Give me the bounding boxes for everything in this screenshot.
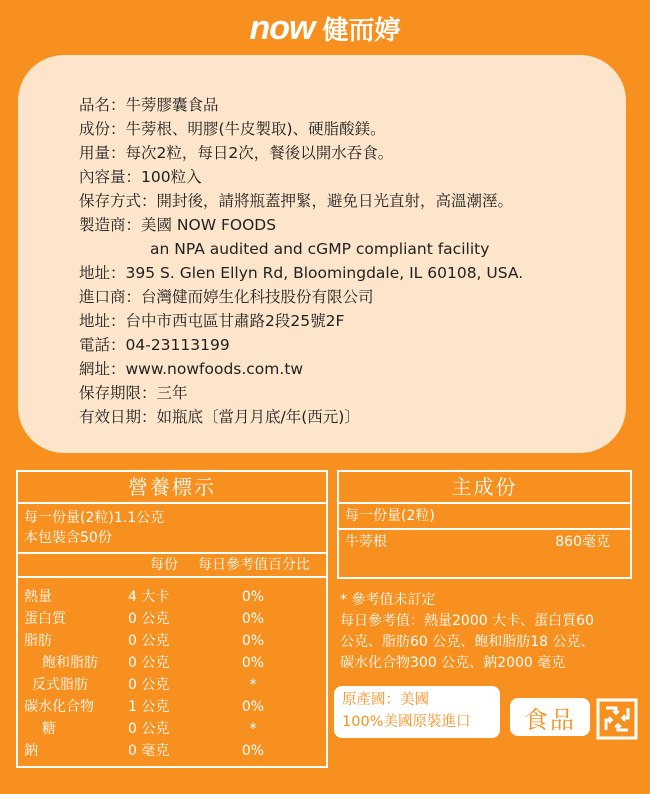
nutrition-serving bbox=[18, 504, 326, 554]
info-line-content: 內容量：100粒入 bbox=[79, 168, 202, 186]
info-line-name: 品名：牛蒡膠囊食品 bbox=[79, 96, 219, 114]
info-line-expiry: 有效日期：如瓶底〔當月月底/年(西元)〕 bbox=[79, 408, 360, 426]
nutrient-pct: 0% bbox=[241, 699, 265, 715]
ingredient-amount: 860毫克 bbox=[555, 534, 610, 550]
nutrition-title: 營養標示 bbox=[18, 472, 326, 504]
nutrition-row bbox=[18, 740, 326, 762]
info-line-phone: 電話：04-23113199 bbox=[79, 336, 230, 354]
nutrient-value: 0 公克 bbox=[128, 611, 170, 627]
nutrient-name: 脂肪 bbox=[24, 633, 52, 649]
nutrient-pct: 0% bbox=[241, 633, 265, 649]
info-line-facility: an NPA audited and cGMP compliant facility bbox=[150, 240, 490, 258]
nutrient-name: 碳水化合物 bbox=[24, 699, 94, 715]
nutrient-name: 鈉 bbox=[24, 743, 38, 759]
product-info bbox=[79, 93, 523, 429]
info-line-manufacturer: 製造商：美國 NOW FOODS bbox=[79, 216, 277, 234]
nutrient-name: 蛋白質 bbox=[24, 611, 66, 627]
now-logo: now bbox=[249, 8, 315, 47]
nutrient-value: 1 公克 bbox=[128, 699, 170, 715]
nutrition-table bbox=[16, 470, 328, 768]
nutrient-name: 反式脂肪 bbox=[32, 677, 88, 693]
ingredients-title: 主成份 bbox=[339, 472, 630, 504]
nutrition-row bbox=[18, 696, 326, 718]
ingredients-table bbox=[337, 470, 632, 579]
nutrition-row bbox=[18, 608, 326, 630]
note-line: 每日參考值：熱量2000 大卡、蛋白質60 bbox=[340, 613, 594, 629]
info-line-address-us: 地址：395 S. Glen Ellyn Rd, Bloomingdale, IL 60108, USA. bbox=[79, 264, 524, 282]
nutrient-value: 0 公克 bbox=[128, 633, 170, 649]
nutrient-name: 熱量 bbox=[24, 589, 52, 605]
origin-badge bbox=[334, 686, 500, 738]
nutrition-row bbox=[18, 630, 326, 652]
nutrient-pct: 0% bbox=[241, 743, 265, 759]
info-line-address-tw: 地址：台中市西屯區甘肅路2段25號2F bbox=[79, 312, 345, 330]
nutrition-row bbox=[18, 718, 326, 740]
servings-per-package: 本包裝含50份 bbox=[24, 530, 112, 546]
nutrition-row bbox=[18, 652, 326, 674]
note-line: * 參考值未訂定 bbox=[340, 592, 436, 608]
nutrient-value: 0 公克 bbox=[128, 677, 170, 693]
nutrition-row bbox=[18, 586, 326, 608]
ingredients-serving: 每一份量(2粒) bbox=[339, 504, 630, 530]
nutrient-pct: * bbox=[249, 721, 257, 737]
nutrient-value: 0 公克 bbox=[128, 721, 170, 737]
nutrient-pct: * bbox=[249, 677, 257, 693]
note-line: 碳水化合物300 公克、鈉2000 毫克 bbox=[340, 655, 566, 671]
brand-logo bbox=[0, 8, 650, 48]
nutrient-name: 糖 bbox=[42, 721, 56, 737]
col-daily-value: 每日參考值百分比 bbox=[198, 557, 310, 573]
reference-note bbox=[340, 590, 635, 674]
origin-import: 100%美國原裝進口 bbox=[342, 714, 471, 730]
nutrient-value: 0 公克 bbox=[128, 655, 170, 671]
info-line-importer: 進口商：台灣健而婷生化科技股份有限公司 bbox=[79, 288, 374, 306]
nutrient-value: 4 大卡 bbox=[128, 589, 170, 605]
ingredient-row bbox=[339, 530, 630, 552]
ingredient-name: 牛蒡根 bbox=[345, 534, 387, 550]
info-line-website: 網址：www.nowfoods.com.tw bbox=[79, 360, 304, 378]
nutrition-row bbox=[18, 674, 326, 696]
nutrient-name: 飽和脂肪 bbox=[42, 655, 98, 671]
serving-size: 每一份量(2粒)1.1公克 bbox=[24, 510, 165, 526]
origin-country: 原產國：美國 bbox=[342, 692, 429, 708]
nutrient-pct: 0% bbox=[241, 589, 265, 605]
info-line-storage: 保存方式：開封後，請將瓶蓋押緊，避免日光直射，高溫潮溼。 bbox=[79, 192, 514, 210]
info-line-dosage: 用量：每次2粒，每日2次，餐後以開水吞食。 bbox=[79, 144, 394, 162]
recycle-icon bbox=[596, 698, 638, 740]
col-per-serving: 每份 bbox=[150, 557, 178, 573]
info-line-ingredients: 成份：牛蒡根、明膠(牛皮製取)、硬脂酸鎂。 bbox=[79, 120, 386, 138]
info-line-shelf-life: 保存期限：三年 bbox=[79, 384, 188, 402]
note-line: 公克、脂肪60 公克、飽和脂肪18 公克、 bbox=[340, 634, 595, 650]
nutrient-value: 0 毫克 bbox=[128, 743, 170, 759]
food-badge: 食品 bbox=[510, 698, 590, 736]
nutrient-pct: 0% bbox=[241, 655, 265, 671]
brand-chinese-name: 健而婷 bbox=[322, 15, 401, 46]
nutrient-pct: 0% bbox=[241, 611, 265, 627]
nutrition-header bbox=[18, 554, 326, 578]
